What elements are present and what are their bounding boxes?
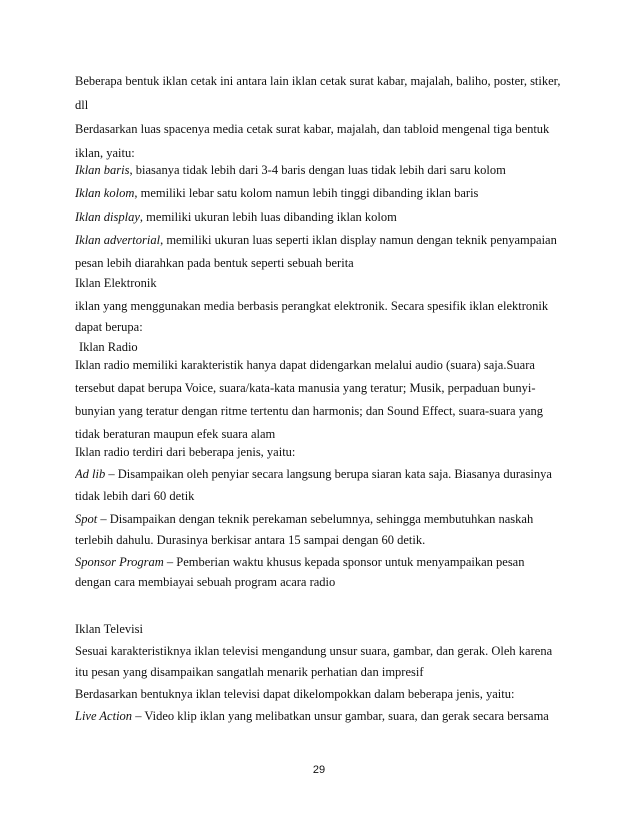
text-line (75, 427, 575, 442)
italic-term: Iklan baris (75, 163, 130, 177)
line-text: tersebut dapat berupa Voice, suara/kata-kata manusia yang teratur; Musik, perpaduan bunyi- (75, 381, 536, 395)
line-text: – Video klip iklan yang melibatkan unsur gambar, suara, dan gerak secara bersama (132, 709, 549, 723)
text-line (75, 512, 575, 527)
text-line (75, 146, 575, 161)
line-text: dapat berupa: (75, 320, 143, 334)
line-text: itu pesan yang disampaikan sangatlah menarik perhatian dan impresif (75, 665, 424, 679)
italic-term: Ad lib (75, 467, 106, 481)
line-text: , biasanya tidak lebih dari 3-4 baris dengan luas tidak lebih dari saru kolom (129, 163, 506, 177)
line-text: Iklan Televisi (75, 622, 143, 636)
text-line (75, 256, 575, 271)
line-text: Berdasarkan luas spacenya media cetak surat kabar, majalah, dan tabloid mengenal tiga bentuk (75, 122, 550, 136)
line-text: Sesuai karakteristiknya iklan televisi mengandung unsur suara, gambar, dan gerak. Oleh karena (75, 644, 553, 658)
text-line (79, 340, 579, 355)
text-line (75, 622, 575, 637)
text-line (75, 98, 575, 113)
line-text: iklan, yaitu: (75, 146, 135, 160)
line-text: – Disampaikan oleh penyiar secara langsung berupa siaran kata saja. Biasanya durasinya (105, 467, 552, 481)
italic-term: Sponsor Program (75, 555, 164, 569)
text-line (75, 299, 575, 314)
line-text: bunyian yang teratur dengan ritme tertentu dan harmonis; dan Sound Effect, suara-suara yang (75, 404, 544, 418)
text-line (75, 74, 575, 89)
line-text: dll (75, 98, 89, 112)
line-text: dengan cara membiayai sebuah program acara radio (75, 575, 336, 589)
text-line (75, 644, 575, 659)
text-line (75, 489, 575, 504)
line-text: pesan lebih diarahkan pada bentuk seperti sebuah berita (75, 256, 354, 270)
line-text: Beberapa bentuk iklan cetak ini antara lain iklan cetak surat kabar, majalah, baliho, poster, stiker, (75, 74, 561, 88)
text-line (75, 320, 575, 335)
line-text: Iklan Radio (79, 340, 138, 354)
text-line (75, 163, 575, 178)
line-text: Iklan radio terdiri dari beberapa jenis, yaitu: (75, 445, 296, 459)
text-line (75, 381, 575, 396)
text-line (75, 276, 575, 291)
italic-term: Iklan advertorial (75, 233, 161, 247)
italic-term: Iklan kolom (75, 186, 135, 200)
line-text: , memiliki ukuran luas seperti iklan display namun dengan teknik penyampaian (160, 233, 557, 247)
text-line (75, 122, 575, 137)
page-number: 29 (312, 764, 326, 776)
italic-term: Live Action (75, 709, 133, 723)
text-line (75, 555, 575, 570)
line-text: , memiliki lebar satu kolom namun lebih tinggi dibanding iklan baris (134, 186, 479, 200)
text-line (75, 210, 575, 225)
line-text: , memiliki ukuran lebih luas dibanding iklan kolom (139, 210, 397, 224)
line-text: tidak beraturan maupun efek suara alam (75, 427, 276, 441)
line-text: Iklan Elektronik (75, 276, 157, 290)
italic-term: Iklan display (75, 210, 140, 224)
text-line (75, 709, 575, 724)
text-line (75, 687, 575, 702)
text-line (75, 575, 575, 590)
text-line (75, 533, 575, 548)
line-text: tidak lebih dari 60 detik (75, 489, 195, 503)
line-text: iklan yang menggunakan media berbasis perangkat elektronik. Secara spesifik iklan elektronik (75, 299, 549, 313)
line-text: – Disampaikan dengan teknik perekaman sebelumnya, sehingga membutuhkan naskah (97, 512, 534, 526)
italic-term: Spot (75, 512, 98, 526)
line-text: Iklan radio memiliki karakteristik hanya dapat didengarkan melalui audio (suara) saja.Suara (75, 358, 535, 372)
line-text: Berdasarkan bentuknya iklan televisi dapat dikelompokkan dalam beberapa jenis, yaitu: (75, 687, 515, 701)
text-line (75, 404, 575, 419)
text-line (75, 467, 575, 482)
text-line (75, 665, 575, 680)
text-line (75, 445, 575, 460)
text-line (75, 233, 575, 248)
text-line (75, 358, 575, 373)
text-line (75, 186, 575, 201)
line-text: terlebih dahulu. Durasinya berkisar antara 15 sampai dengan 60 detik. (75, 533, 426, 547)
line-text: – Pemberian waktu khusus kepada sponsor untuk menyampaikan pesan (163, 555, 525, 569)
